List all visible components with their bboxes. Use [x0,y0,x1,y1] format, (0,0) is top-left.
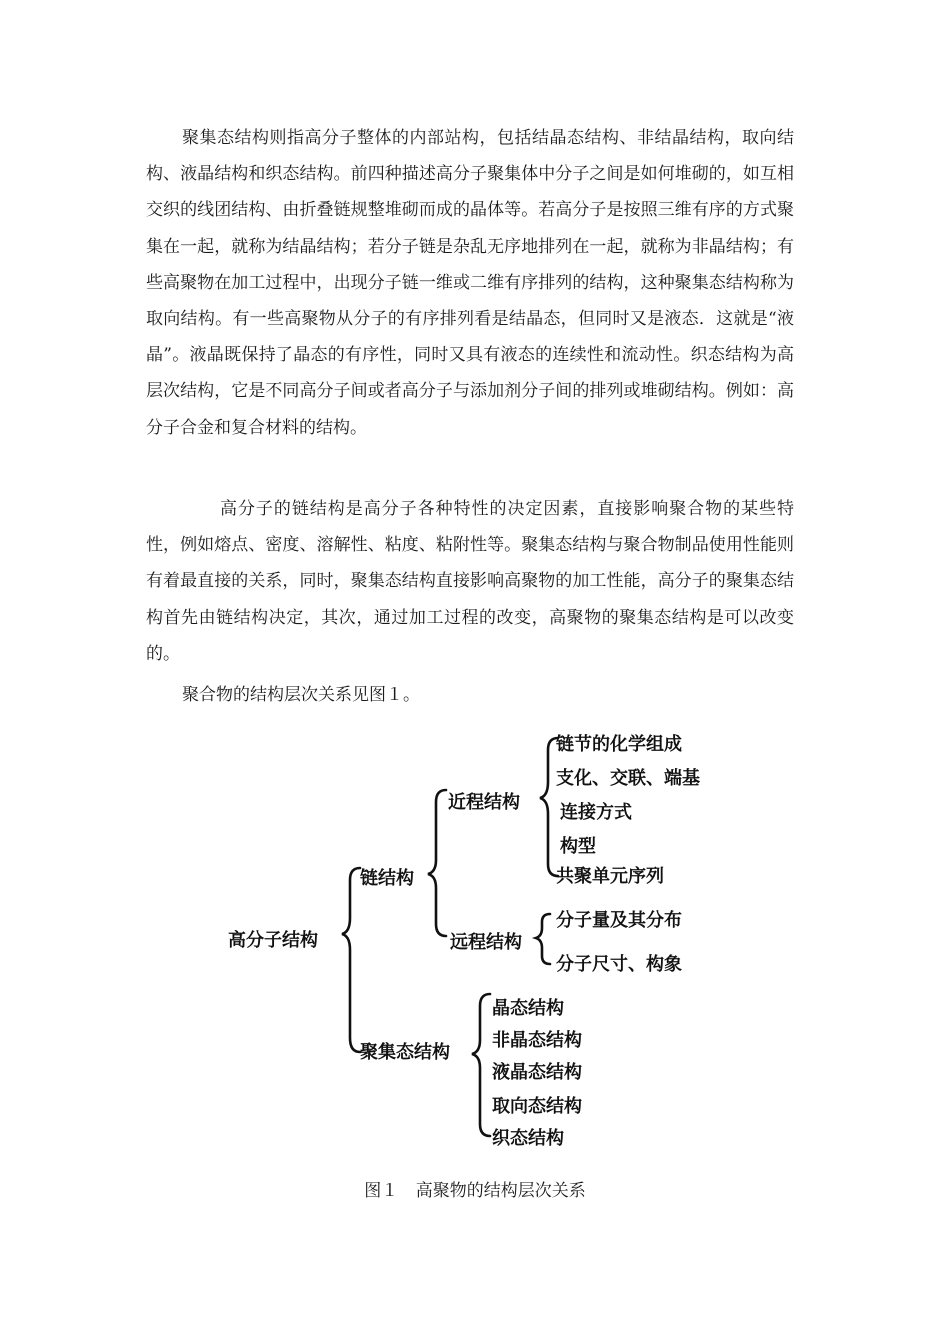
structure-hierarchy-figure [210,718,750,1158]
node-near: 近程结构 [448,792,520,813]
aggregate-item-3: 液晶态结构 [492,1062,582,1083]
aggregate-item-4: 取向态结构 [492,1096,582,1117]
caption-number: 图１ [364,1181,399,1201]
near-item-2: 支化、交联、端基 [556,768,700,789]
caption-title: 高聚物的结构层次关系 [415,1181,586,1201]
paragraph-aggregate-structure: 聚集态结构则指高分子整体的内部站构，包括结晶态结构、非结晶结构，取向结构、液晶结构和织态结构。前四种描述高分子聚集体中分子之间是如何堆砌的，如互相交织的线团结构、由折叠链规整堆砌而成的晶体等。若高分子是按照三维有序的方式聚集在一起，就称为结晶结构；若分子链是杂乱无序地排列在一起，就称为非晶结构；有些高聚物在加工过程中，出现分子链一维或二维有序排列的结构，这种聚集态结构称为取向结构。有一些高聚物从分子的有序排列看是结晶态，但同时又是液态．这就是“液晶”。液晶既保持了晶态的有序性，同时又具有液态的连续性和流动性。织态结构为高层次结构，它是不同高分子间或者高分子与添加剂分子间的排列或堆砌结构。例如：高分子合金和复合材料的结构。 [146,128,794,438]
far-item-1: 分子量及其分布 [556,910,682,931]
aggregate-item-5: 织态结构 [492,1128,564,1149]
paragraph-chain-structure: 高分子的链结构是高分子各种特性的决定因素，直接影响聚合物的某些特性，例如熔点、密度、溶解性、粘度、粘附性等。聚集态结构与聚合物制品使用性能则有着最直接的关系，同时，聚集态结构直接影响高聚物的加工性能，高分子的聚集态结构首先由链结构决定，其次，通过加工过程的改变，高聚物的聚集态结构是可以改变的。 [146,499,794,664]
chain-brace [428,790,446,936]
far-item-2: 分子尺寸、构象 [556,954,682,975]
figure-caption [0,1176,950,1201]
root-brace [342,868,360,1052]
aggregate-item-1: 晶态结构 [492,998,564,1019]
far-brace [536,914,550,964]
near-item-5: 共聚单元序列 [556,866,664,887]
node-root: 高分子结构 [228,930,318,951]
node-far: 远程结构 [450,932,522,953]
node-aggregate: 聚集态结构 [360,1042,450,1063]
node-chain: 链结构 [360,868,414,889]
paragraph-figure-reference: 聚合物的结构层次关系见图１。 [182,685,420,705]
near-item-3: 连接方式 [560,802,632,823]
near-brace [540,738,558,876]
aggregate-item-2: 非晶态结构 [492,1030,582,1051]
near-item-1: 链节的化学组成 [556,734,682,755]
near-item-4: 构型 [560,836,596,857]
aggregate-brace [472,994,490,1136]
